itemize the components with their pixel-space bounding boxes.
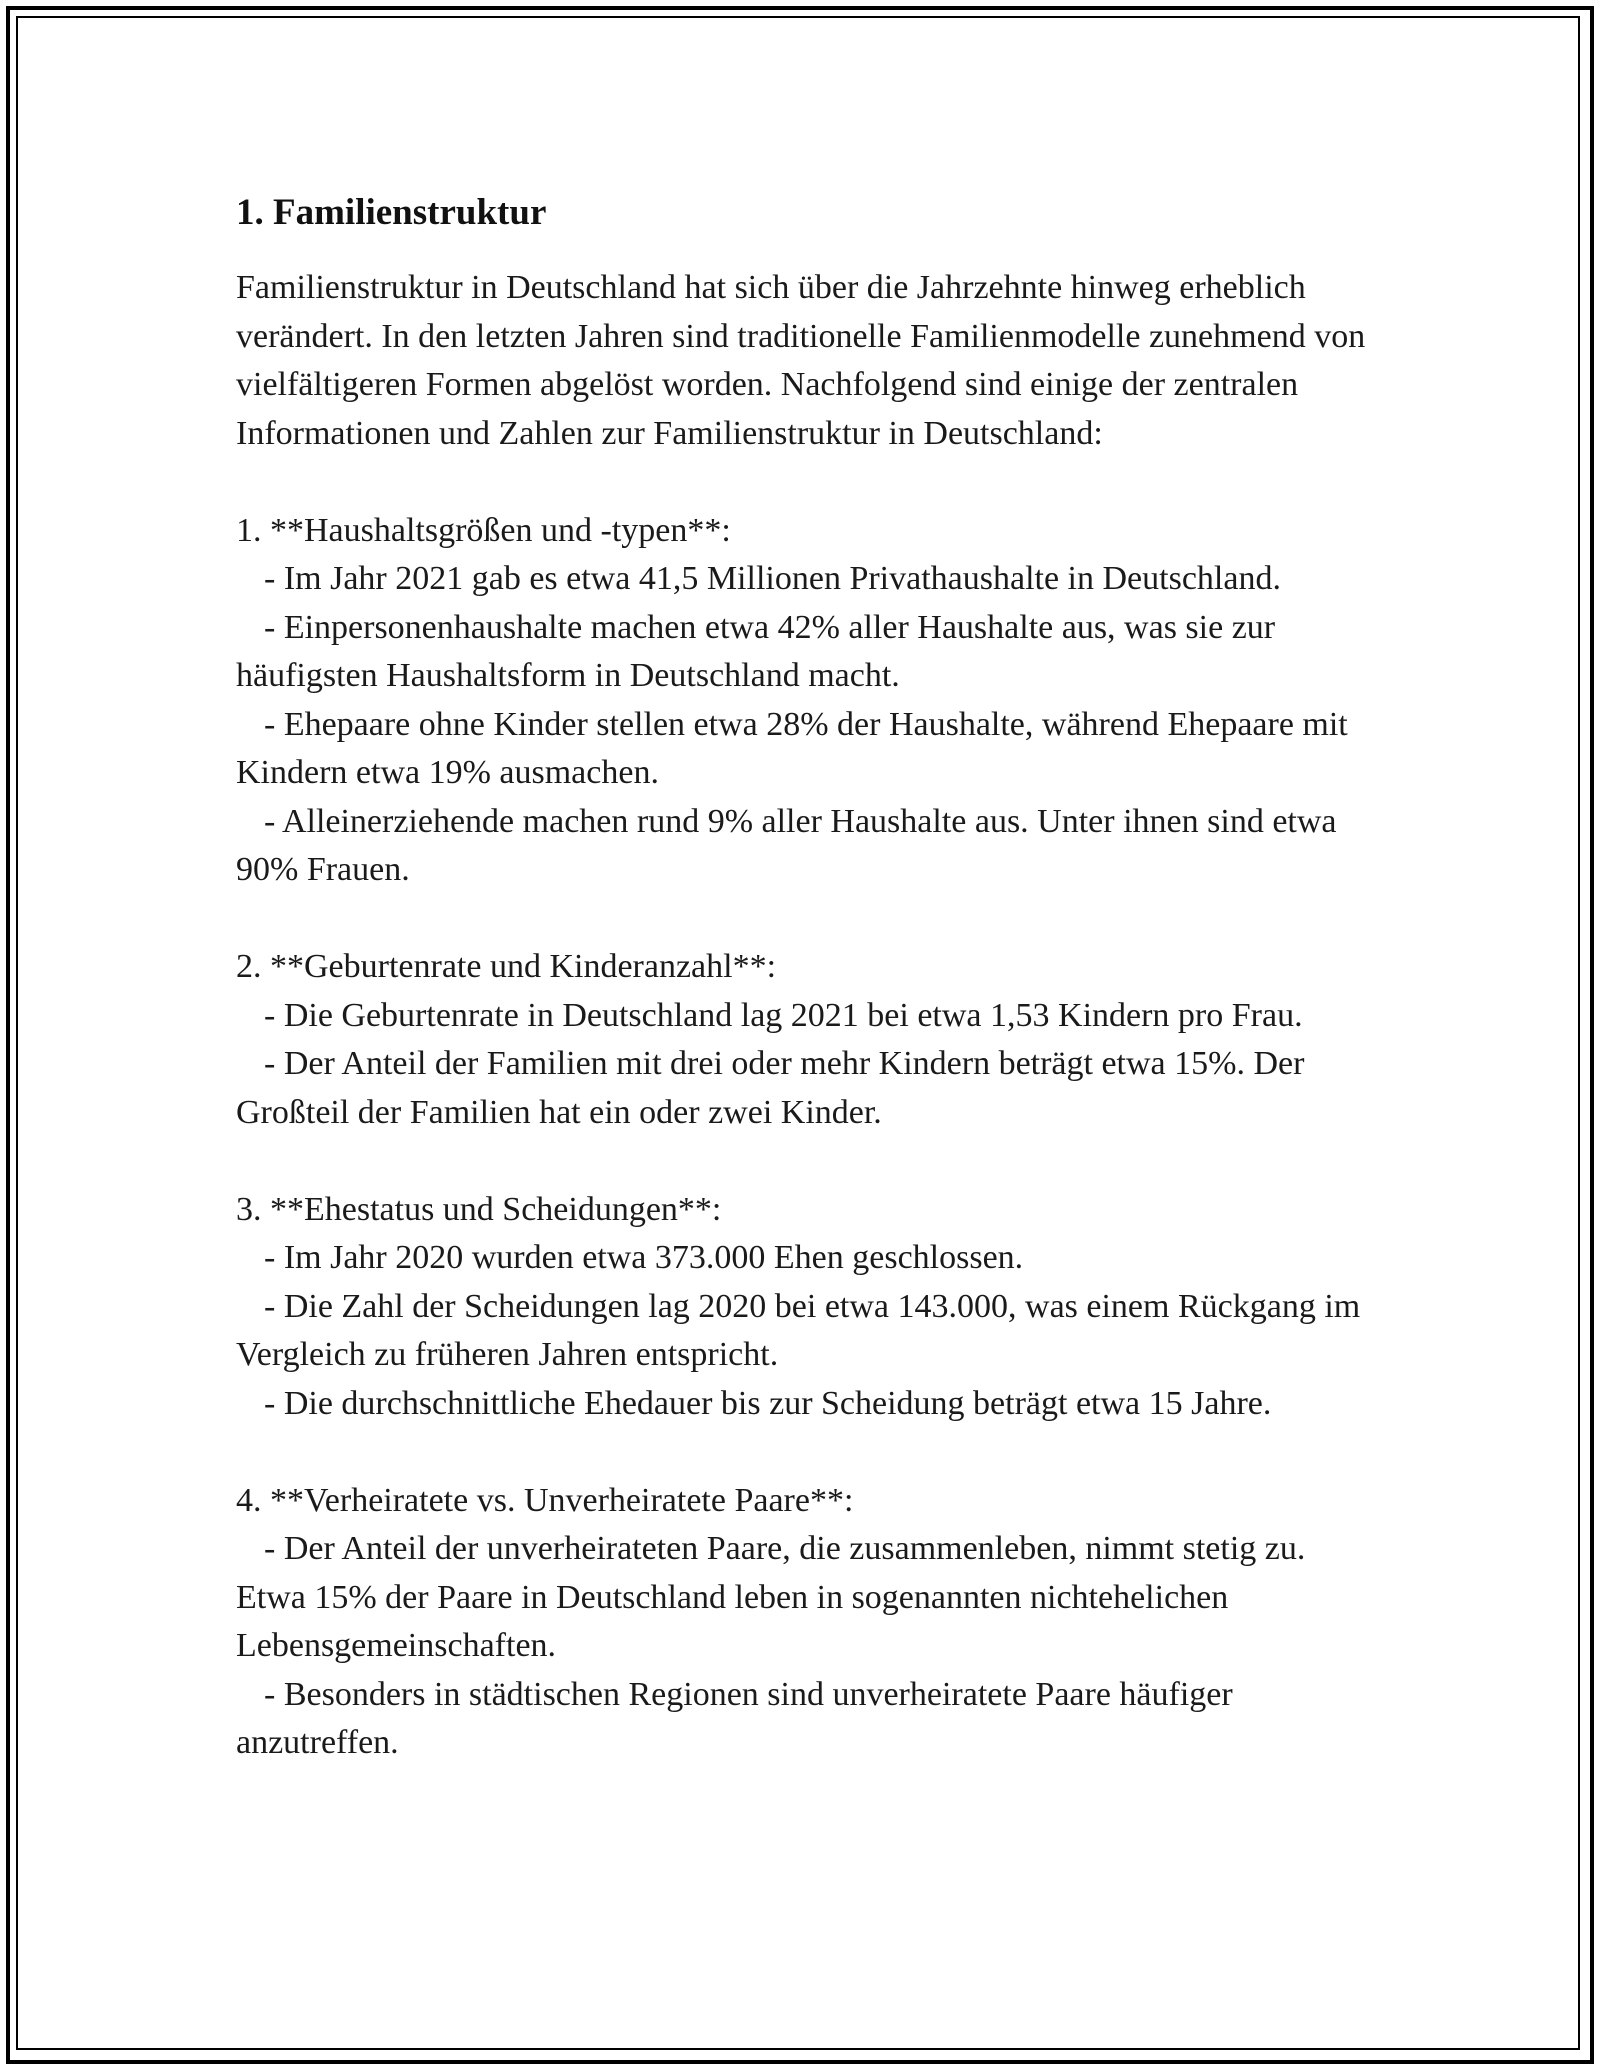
list-item: - Alleinerziehende machen rund 9% aller Haushalte aus. Unter ihnen sind etwa 90% Frauen. <box>236 802 1337 888</box>
section-geburtenrate <box>236 943 1376 1137</box>
list-item: - Im Jahr 2021 gab es etwa 41,5 Millionen Privathaushalte in Deutschland. <box>264 560 1281 597</box>
section-title: 2. **Geburtenrate und Kinderanzahl**: <box>236 948 777 985</box>
list-item: - Die durchschnittliche Ehedauer bis zur Scheidung beträgt etwa 15 Jahre. <box>264 1384 1272 1422</box>
page-title: 1. Familienstruktur <box>236 192 547 233</box>
section-haushaltsgroessen <box>236 507 1376 895</box>
list-item: - Einpersonenhaushalte machen etwa 42% aller Haushalte aus, was sie zur häufigsten Haushaltsform in Deutschland macht. <box>236 608 1276 694</box>
list-item: - Der Anteil der unverheirateten Paare, die zusammenleben, nimmt stetig zu. Etwa 15% der Paare in Deutschland leben in sogenannten nichtehelichen Lebensgemeinschaften. <box>236 1530 1306 1664</box>
list-item: - Der Anteil der Familien mit drei oder mehr Kindern beträgt etwa 15%. Der Großteil der Familien hat ein oder zwei Kinder. <box>236 1045 1305 1131</box>
section-title: 3. **Ehestatus und Scheidungen**: <box>236 1190 722 1228</box>
section-ehestatus <box>236 1186 1376 1429</box>
section-paare <box>236 1477 1376 1768</box>
list-item: - Im Jahr 2020 wurden etwa 373.000 Ehen geschlossen. <box>264 1239 1024 1276</box>
intro-paragraph: Familienstruktur in Deutschland hat sich über die Jahrzehnte hinweg erheblich verändert. In den letzten Jahren sind traditionelle Familienmodelle zunehmend von vielfältigeren Formen abgelöst worden. Nachfolgend sind einige der zentralen Informationen und Zahlen zur Familienstruktur in Deutschland: <box>236 269 1366 452</box>
section-title: 4. **Verheiratete vs. Unverheiratete Paare**: <box>236 1481 854 1519</box>
document-body <box>236 186 1376 1768</box>
list-item: - Besonders in städtischen Regionen sind unverheiratete Paare häufiger anzutreffen. <box>236 1675 1233 1761</box>
list-item: - Die Zahl der Scheidungen lag 2020 bei etwa 143.000, was einem Rückgang im Vergleich zu früheren Jahren entspricht. <box>236 1287 1361 1373</box>
list-item: - Ehepaare ohne Kinder stellen etwa 28% der Haushalte, während Ehepaare mit Kindern etwa 19% ausmachen. <box>236 705 1348 791</box>
section-title: 1. **Haushaltsgrößen und -typen**: <box>236 511 731 549</box>
list-item: - Die Geburtenrate in Deutschland lag 2021 bei etwa 1,53 Kindern pro Frau. <box>264 996 1303 1034</box>
